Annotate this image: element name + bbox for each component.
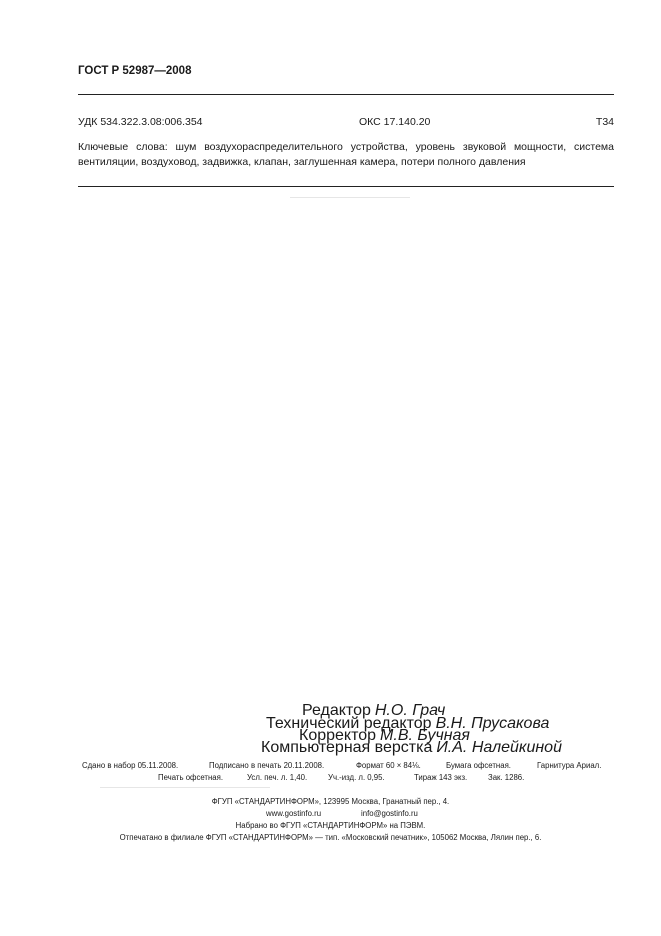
print-run: Тираж 143 экз.	[414, 773, 468, 782]
credit-role: Редактор	[302, 702, 371, 719]
contacts-line	[0, 809, 661, 820]
credit-name: И.А. Налейкиной	[436, 739, 562, 756]
credit-role: Технический редактор	[266, 715, 432, 732]
group-code: Т34	[595, 116, 614, 128]
classification-row	[78, 116, 614, 130]
publication-line-1	[0, 761, 661, 772]
top-divider	[78, 94, 614, 95]
order-number: Зак. 1286.	[488, 773, 525, 782]
edition-sheets: Уч.-изд. л. 0,95.	[328, 773, 385, 782]
signed-date: Подписано в печать 20.11.2008.	[209, 761, 325, 770]
udk-code: УДК 534.322.3.08:006.354	[78, 116, 203, 128]
credit-role: Корректор	[299, 727, 377, 744]
scan-artifact	[100, 787, 270, 788]
website-link[interactable]: www.gostinfo.ru	[266, 809, 322, 818]
email-link[interactable]: info@gostinfo.ru	[361, 809, 418, 818]
paper-format: Формат 60 × 84⅛.	[356, 761, 421, 770]
keywords-paragraph: Ключевые слова: шум воздухораспределительного устройства, уровень звуковой мощности, система вентиляции, воздуховод, задвижка, клапан, заглушенная камера, потери полного давления	[78, 141, 614, 168]
typeset-date: Сдано в набор 05.11.2008.	[82, 761, 179, 770]
oks-code: ОКС 17.140.20	[359, 116, 431, 128]
typeface: Гарнитура Ариал.	[537, 761, 602, 770]
typeset-note: Набрано во ФГУП «СТАНДАРТИНФОРМ» на ПЭВМ.	[235, 821, 426, 830]
credit-name: В.Н. Прусакова	[435, 715, 550, 732]
scan-artifact	[290, 197, 410, 198]
credit-name: М.В. Бучная	[380, 727, 470, 744]
document-code: ГОСТ Р 52987—2008	[78, 65, 192, 77]
credit-name: Н.О. Грач	[374, 702, 446, 719]
printed-note: Отпечатано в филиале ФГУП «СТАНДАРТИНФОРМ» — тип. «Московский печатник», 105062 Москва, Лялин пер., 6.	[119, 833, 542, 842]
credit-role: Компьютерная верстка	[261, 739, 433, 756]
publication-line-2	[0, 773, 661, 784]
publisher-address: ФГУП «СТАНДАРТИНФОРМ», 123995 Москва, Гранатный пер., 4.	[211, 797, 450, 806]
bottom-divider	[78, 186, 614, 187]
print-sheets: Усл. печ. л. 1,40.	[247, 773, 308, 782]
credit-layout	[261, 739, 562, 757]
paper-type: Бумага офсетная.	[446, 761, 511, 770]
print-type: Печать офсетная.	[158, 773, 224, 782]
